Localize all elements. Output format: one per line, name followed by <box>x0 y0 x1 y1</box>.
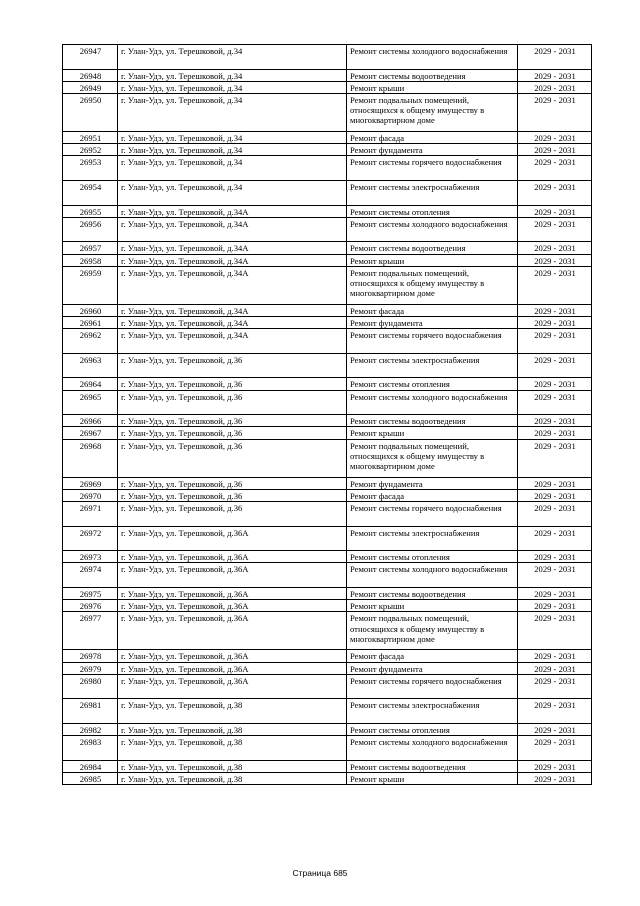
row-period: 2029 - 2031 <box>518 69 592 81</box>
row-period: 2029 - 2031 <box>518 317 592 329</box>
row-address: г. Улан-Удэ, ул. Терешковой, д.36 <box>118 427 347 439</box>
row-work-type: Ремонт системы водоотведения <box>347 415 518 427</box>
table-row <box>63 723 592 735</box>
row-work-type: Ремонт фундамента <box>347 317 518 329</box>
row-period: 2029 - 2031 <box>518 587 592 599</box>
row-address: г. Улан-Удэ, ул. Терешковой, д.36А <box>118 650 347 662</box>
row-address: г. Улан-Удэ, ул. Терешковой, д.36А <box>118 662 347 674</box>
table-row <box>63 772 592 784</box>
row-work-type: Ремонт крыши <box>347 254 518 266</box>
row-period: 2029 - 2031 <box>518 415 592 427</box>
row-number: 26952 <box>63 144 118 156</box>
table-row <box>63 317 592 329</box>
row-work-type: Ремонт фасада <box>347 132 518 144</box>
row-period: 2029 - 2031 <box>518 489 592 501</box>
row-number: 26947 <box>63 45 118 70</box>
table-row <box>63 81 592 93</box>
row-period: 2029 - 2031 <box>518 526 592 551</box>
row-number: 26983 <box>63 736 118 761</box>
table-row <box>63 156 592 181</box>
row-work-type: Ремонт системы холодного водоснабжения <box>347 45 518 70</box>
row-number: 26984 <box>63 760 118 772</box>
row-period: 2029 - 2031 <box>518 650 592 662</box>
table-row <box>63 612 592 650</box>
table-row <box>63 144 592 156</box>
row-period: 2029 - 2031 <box>518 81 592 93</box>
row-work-type: Ремонт системы отопления <box>347 378 518 390</box>
row-number: 26957 <box>63 242 118 254</box>
table-row <box>63 477 592 489</box>
row-period: 2029 - 2031 <box>518 353 592 378</box>
row-work-type: Ремонт системы холодного водоснабжения <box>347 563 518 588</box>
row-period: 2029 - 2031 <box>518 205 592 217</box>
row-work-type: Ремонт фундамента <box>347 477 518 489</box>
row-address: г. Улан-Удэ, ул. Терешковой, д.36А <box>118 600 347 612</box>
table-row <box>63 760 592 772</box>
row-number: 26956 <box>63 217 118 242</box>
row-address: г. Улан-Удэ, ул. Терешковой, д.34А <box>118 266 347 304</box>
row-address: г. Улан-Удэ, ул. Терешковой, д.34 <box>118 144 347 156</box>
row-number: 26974 <box>63 563 118 588</box>
row-number: 26948 <box>63 69 118 81</box>
row-address: г. Улан-Удэ, ул. Терешковой, д.34 <box>118 132 347 144</box>
row-work-type: Ремонт системы водоотведения <box>347 242 518 254</box>
row-work-type: Ремонт подвальных помещений, относящихся к общему имуществу в многоквартирном доме <box>347 439 518 477</box>
row-address: г. Улан-Удэ, ул. Терешковой, д.34 <box>118 81 347 93</box>
row-number: 26949 <box>63 81 118 93</box>
row-period: 2029 - 2031 <box>518 662 592 674</box>
row-address: г. Улан-Удэ, ул. Терешковой, д.36А <box>118 674 347 699</box>
row-address: г. Улан-Удэ, ул. Терешковой, д.34А <box>118 329 347 354</box>
row-work-type: Ремонт системы горячего водоснабжения <box>347 674 518 699</box>
row-number: 26978 <box>63 650 118 662</box>
row-work-type: Ремонт фасада <box>347 304 518 316</box>
row-address: г. Улан-Удэ, ул. Терешковой, д.38 <box>118 699 347 724</box>
row-address: г. Улан-Удэ, ул. Терешковой, д.38 <box>118 760 347 772</box>
row-address: г. Улан-Удэ, ул. Терешковой, д.34 <box>118 69 347 81</box>
row-number: 26977 <box>63 612 118 650</box>
row-work-type: Ремонт подвальных помещений, относящихся к общему имуществу в многоквартирном доме <box>347 266 518 304</box>
row-work-type: Ремонт фасада <box>347 489 518 501</box>
row-work-type: Ремонт системы водоотведения <box>347 69 518 81</box>
row-work-type: Ремонт крыши <box>347 81 518 93</box>
row-address: г. Улан-Удэ, ул. Терешковой, д.34А <box>118 254 347 266</box>
row-period: 2029 - 2031 <box>518 156 592 181</box>
table-row <box>63 563 592 588</box>
row-address: г. Улан-Удэ, ул. Терешковой, д.36А <box>118 563 347 588</box>
row-address: г. Улан-Удэ, ул. Терешковой, д.36 <box>118 415 347 427</box>
row-work-type: Ремонт фундамента <box>347 144 518 156</box>
row-period: 2029 - 2031 <box>518 132 592 144</box>
row-period: 2029 - 2031 <box>518 144 592 156</box>
row-period: 2029 - 2031 <box>518 563 592 588</box>
row-period: 2029 - 2031 <box>518 45 592 70</box>
row-period: 2029 - 2031 <box>518 304 592 316</box>
row-work-type: Ремонт системы отопления <box>347 551 518 563</box>
row-work-type: Ремонт системы водоотведения <box>347 587 518 599</box>
row-work-type: Ремонт подвальных помещений, относящихся к общему имуществу в многоквартирном доме <box>347 612 518 650</box>
table-row <box>63 378 592 390</box>
table-row <box>63 205 592 217</box>
row-address: г. Улан-Удэ, ул. Терешковой, д.34А <box>118 317 347 329</box>
row-work-type: Ремонт системы электроснабжения <box>347 699 518 724</box>
row-number: 26954 <box>63 181 118 206</box>
table-row <box>63 439 592 477</box>
table-row <box>63 650 592 662</box>
row-work-type: Ремонт системы водоотведения <box>347 760 518 772</box>
table-row <box>63 674 592 699</box>
row-period: 2029 - 2031 <box>518 329 592 354</box>
row-number: 26980 <box>63 674 118 699</box>
row-period: 2029 - 2031 <box>518 242 592 254</box>
row-address: г. Улан-Удэ, ул. Терешковой, д.34 <box>118 45 347 70</box>
row-work-type: Ремонт системы горячего водоснабжения <box>347 502 518 527</box>
row-address: г. Улан-Удэ, ул. Терешковой, д.34 <box>118 94 347 132</box>
table-row <box>63 242 592 254</box>
table-row <box>63 329 592 354</box>
row-number: 26976 <box>63 600 118 612</box>
table-row <box>63 69 592 81</box>
row-work-type: Ремонт фундамента <box>347 662 518 674</box>
row-period: 2029 - 2031 <box>518 181 592 206</box>
row-period: 2029 - 2031 <box>518 723 592 735</box>
table-row <box>63 489 592 501</box>
table-row <box>63 415 592 427</box>
row-number: 26970 <box>63 489 118 501</box>
table-row <box>63 132 592 144</box>
row-address: г. Улан-Удэ, ул. Терешковой, д.36А <box>118 526 347 551</box>
works-table <box>62 44 592 785</box>
row-address: г. Улан-Удэ, ул. Терешковой, д.36 <box>118 378 347 390</box>
row-number: 26960 <box>63 304 118 316</box>
row-number: 26961 <box>63 317 118 329</box>
row-address: г. Улан-Удэ, ул. Терешковой, д.34 <box>118 156 347 181</box>
row-number: 26967 <box>63 427 118 439</box>
row-period: 2029 - 2031 <box>518 736 592 761</box>
table-row <box>63 736 592 761</box>
page-number: Страница 685 <box>292 868 348 878</box>
row-period: 2029 - 2031 <box>518 217 592 242</box>
row-period: 2029 - 2031 <box>518 502 592 527</box>
table-row <box>63 94 592 132</box>
table-row <box>63 502 592 527</box>
row-number: 26950 <box>63 94 118 132</box>
row-period: 2029 - 2031 <box>518 94 592 132</box>
row-address: г. Улан-Удэ, ул. Терешковой, д.34А <box>118 205 347 217</box>
row-period: 2029 - 2031 <box>518 378 592 390</box>
table-row <box>63 662 592 674</box>
row-work-type: Ремонт крыши <box>347 600 518 612</box>
row-work-type: Ремонт подвальных помещений, относящихся к общему имуществу в многоквартирном доме <box>347 94 518 132</box>
row-period: 2029 - 2031 <box>518 600 592 612</box>
row-work-type: Ремонт системы горячего водоснабжения <box>347 329 518 354</box>
row-number: 26981 <box>63 699 118 724</box>
row-address: г. Улан-Удэ, ул. Терешковой, д.36А <box>118 587 347 599</box>
row-work-type: Ремонт крыши <box>347 772 518 784</box>
table-row <box>63 181 592 206</box>
row-address: г. Улан-Удэ, ул. Терешковой, д.36 <box>118 439 347 477</box>
row-number: 26958 <box>63 254 118 266</box>
table-row <box>63 551 592 563</box>
row-address: г. Улан-Удэ, ул. Терешковой, д.36 <box>118 353 347 378</box>
table-row <box>63 353 592 378</box>
row-period: 2029 - 2031 <box>518 266 592 304</box>
row-number: 26951 <box>63 132 118 144</box>
row-period: 2029 - 2031 <box>518 612 592 650</box>
row-number: 26953 <box>63 156 118 181</box>
row-period: 2029 - 2031 <box>518 427 592 439</box>
row-address: г. Улан-Удэ, ул. Терешковой, д.34А <box>118 242 347 254</box>
row-address: г. Улан-Удэ, ул. Терешковой, д.36 <box>118 477 347 489</box>
row-work-type: Ремонт системы холодного водоснабжения <box>347 217 518 242</box>
table-body <box>63 45 592 785</box>
row-period: 2029 - 2031 <box>518 477 592 489</box>
row-period: 2029 - 2031 <box>518 551 592 563</box>
row-number: 26985 <box>63 772 118 784</box>
row-number: 26964 <box>63 378 118 390</box>
row-work-type: Ремонт фасада <box>347 650 518 662</box>
row-work-type: Ремонт системы электроснабжения <box>347 181 518 206</box>
row-work-type: Ремонт системы холодного водоснабжения <box>347 390 518 415</box>
table-row <box>63 254 592 266</box>
table-row <box>63 266 592 304</box>
row-address: г. Улан-Удэ, ул. Терешковой, д.34А <box>118 217 347 242</box>
row-address: г. Улан-Удэ, ул. Терешковой, д.38 <box>118 736 347 761</box>
row-address: г. Улан-Удэ, ул. Терешковой, д.38 <box>118 772 347 784</box>
row-work-type: Ремонт крыши <box>347 427 518 439</box>
page-footer <box>0 868 640 878</box>
table-row <box>63 427 592 439</box>
table-row <box>63 45 592 70</box>
row-address: г. Улан-Удэ, ул. Терешковой, д.34А <box>118 304 347 316</box>
table-row <box>63 390 592 415</box>
row-period: 2029 - 2031 <box>518 699 592 724</box>
row-number: 26975 <box>63 587 118 599</box>
row-period: 2029 - 2031 <box>518 674 592 699</box>
table-row <box>63 526 592 551</box>
row-work-type: Ремонт системы отопления <box>347 205 518 217</box>
table-row <box>63 217 592 242</box>
row-number: 26962 <box>63 329 118 354</box>
row-number: 26973 <box>63 551 118 563</box>
row-number: 26955 <box>63 205 118 217</box>
row-number: 26965 <box>63 390 118 415</box>
row-number: 26979 <box>63 662 118 674</box>
row-number: 26968 <box>63 439 118 477</box>
row-period: 2029 - 2031 <box>518 439 592 477</box>
row-work-type: Ремонт системы электроснабжения <box>347 526 518 551</box>
table-row <box>63 600 592 612</box>
row-address: г. Улан-Удэ, ул. Терешковой, д.36А <box>118 551 347 563</box>
row-address: г. Улан-Удэ, ул. Терешковой, д.36 <box>118 489 347 501</box>
row-address: г. Улан-Удэ, ул. Терешковой, д.36 <box>118 502 347 527</box>
row-work-type: Ремонт системы холодного водоснабжения <box>347 736 518 761</box>
row-period: 2029 - 2031 <box>518 254 592 266</box>
row-address: г. Улан-Удэ, ул. Терешковой, д.36А <box>118 612 347 650</box>
row-period: 2029 - 2031 <box>518 772 592 784</box>
row-period: 2029 - 2031 <box>518 760 592 772</box>
table-row <box>63 699 592 724</box>
row-address: г. Улан-Удэ, ул. Терешковой, д.38 <box>118 723 347 735</box>
row-number: 26963 <box>63 353 118 378</box>
row-number: 26969 <box>63 477 118 489</box>
row-period: 2029 - 2031 <box>518 390 592 415</box>
row-work-type: Ремонт системы электроснабжения <box>347 353 518 378</box>
table-row <box>63 304 592 316</box>
row-number: 26972 <box>63 526 118 551</box>
row-number: 26982 <box>63 723 118 735</box>
row-number: 26971 <box>63 502 118 527</box>
row-work-type: Ремонт системы отопления <box>347 723 518 735</box>
row-number: 26959 <box>63 266 118 304</box>
row-work-type: Ремонт системы горячего водоснабжения <box>347 156 518 181</box>
row-number: 26966 <box>63 415 118 427</box>
row-address: г. Улан-Удэ, ул. Терешковой, д.34 <box>118 181 347 206</box>
table-row <box>63 587 592 599</box>
row-address: г. Улан-Удэ, ул. Терешковой, д.36 <box>118 390 347 415</box>
